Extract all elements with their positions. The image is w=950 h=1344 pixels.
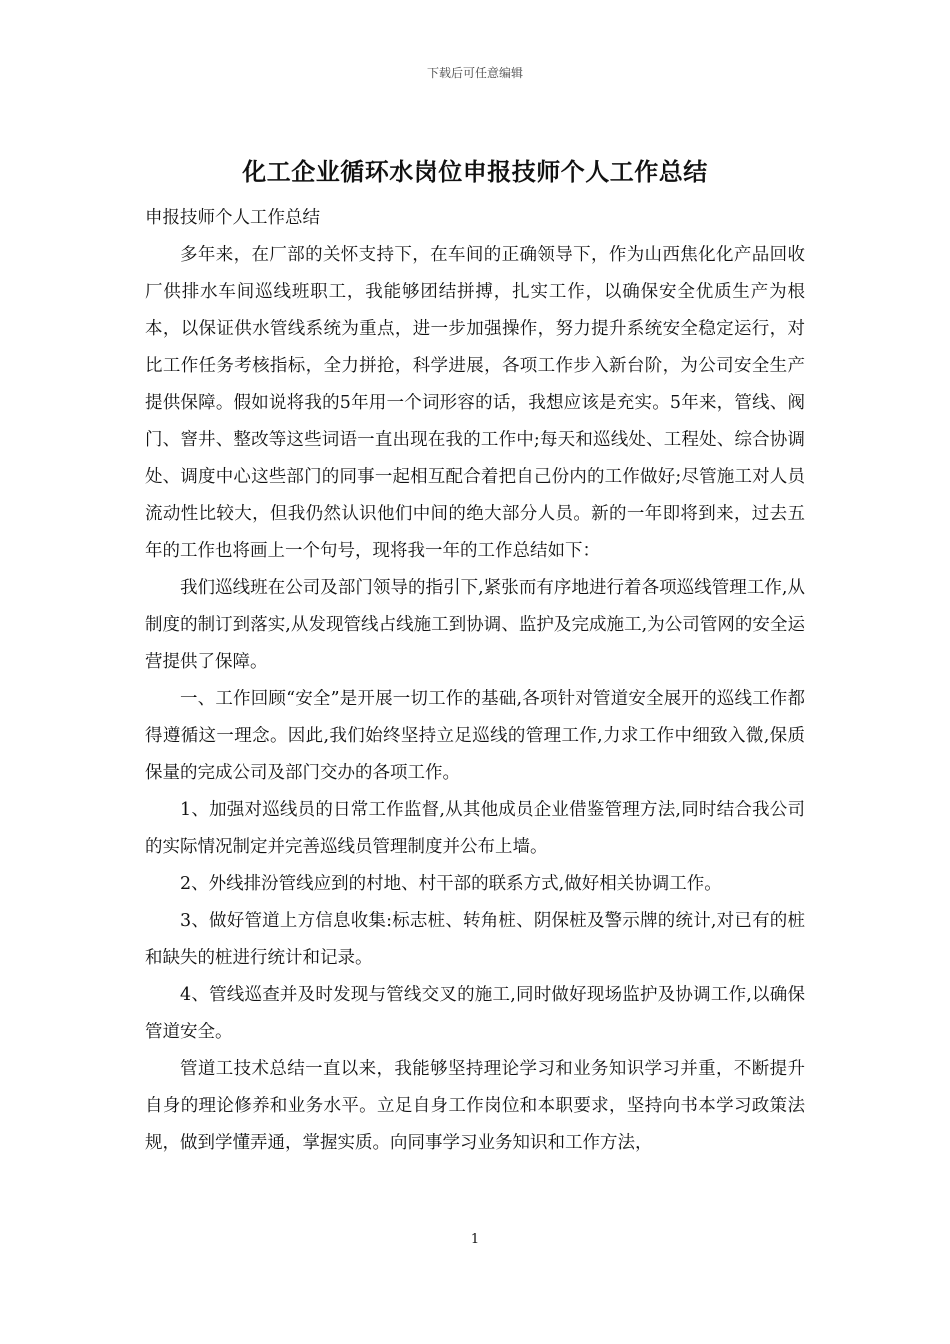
paragraph: 多年来，在厂部的关怀支持下，在车间的正确领导下，作为山西焦化化产品回收厂供排水车间巡线班职工，我能够团结拼搏，扎实工作，以确保安全优质生产为根本，以保证供水管线系统为重点，进一步加强操作，努力提升系统安全稳定运行，对比工作任务考核指标，全力拼抢，科学进展，各项工作步入新台阶，为公司安全生产提供保障。假如说将我的5年用一个词形容的话，我想应该是充实。5年来，管线、阀门、窨井、整改等这些词语一直出现在我的工作中;每天和巡线处、工程处、综合协调处、调度中心这些部门的同事一起相互配合着把自己份内的工作做好;尽管施工对人员流动性比较大，但我仍然认识他们中间的绝大部分人员。新的一年即将到来，过去五年的工作也将画上一个句号，现将我一年的工作总结如下：: [145, 245, 805, 561]
page-number: 1: [470, 1232, 480, 1247]
paragraph: 4、管线巡查并及时发现与管线交叉的施工,同时做好现场监护及协调工作,以确保管道安全。: [145, 985, 805, 1042]
paragraph: 1、加强对巡线员的日常工作监督,从其他成员企业借鉴管理方法,同时结合我公司的实际情况制定并完善巡线员管理制度并公布上墙。: [145, 800, 805, 857]
document-title: 化工企业循环水岗位申报技师个人工作总结: [242, 158, 708, 186]
header-note: 下载后可任意编辑: [426, 66, 523, 80]
paragraph: 管道工技术总结一直以来，我能够坚持理论学习和业务知识学习并重，不断提升自身的理论修养和业务水平。立足自身工作岗位和本职要求，坚持向书本学习政策法规，做到学懂弄通，掌握实质。向同事学习业务知识和工作方法，: [145, 1059, 805, 1153]
paragraph: 2、外线排汾管线应到的村地、村干部的联系方式,做好相关协调工作。: [180, 874, 722, 894]
paragraph: 一、工作回顾“安全”是开展一切工作的基础,各项针对管道安全展开的巡线工作都得遵循这一理念。因此,我们始终坚持立足巡线的管理工作,力求工作中细致入微,保质保量的完成公司及部门交办的各项工作。: [145, 689, 805, 783]
document-body: [145, 200, 805, 1162]
paragraph: 我们巡线班在公司及部门领导的指引下,紧张而有序地进行着各项巡线管理工作,从制度的制订到落实,从发现管线占线施工到协调、监护及完成施工,为公司管网的安全运营提供了保障。: [145, 578, 805, 672]
paragraph: 3、做好管道上方信息收集:标志桩、转角桩、阴保桩及警示牌的统计,对已有的桩和缺失的桩进行统计和记录。: [145, 911, 805, 968]
document-subtitle: 申报技师个人工作总结: [145, 208, 320, 228]
